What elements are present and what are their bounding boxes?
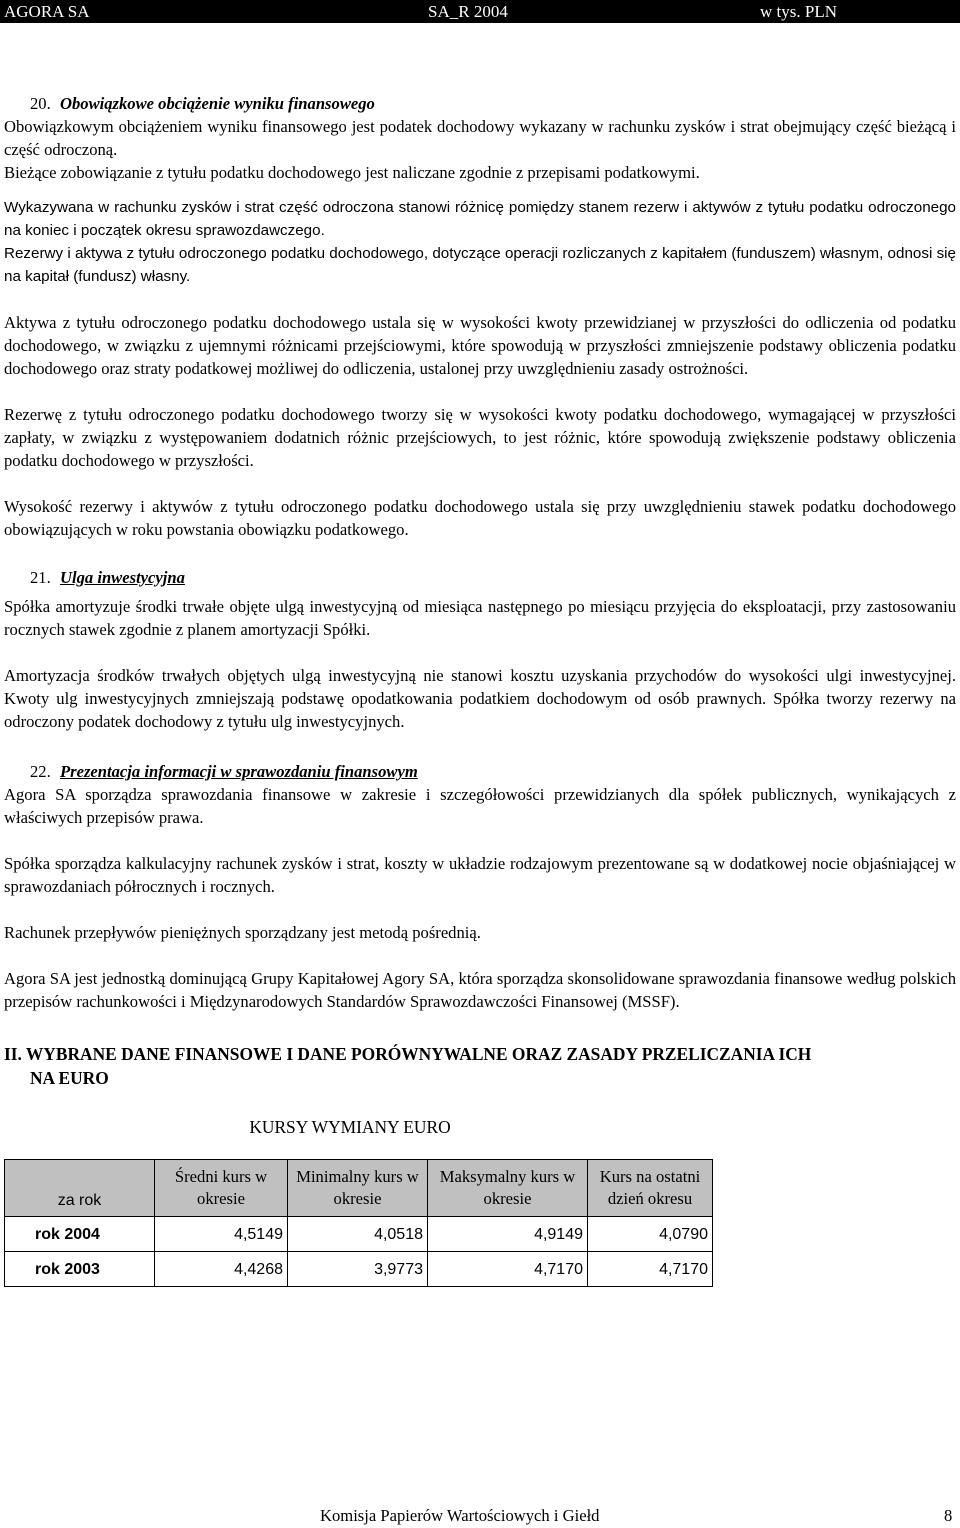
section-number: 22. bbox=[30, 762, 51, 781]
table-header-row bbox=[5, 1160, 713, 1217]
table-cell: 4,5149 bbox=[155, 1217, 288, 1252]
table-cell: 4,9149 bbox=[428, 1217, 588, 1252]
table-cell: 4,7170 bbox=[588, 1252, 713, 1287]
part-ii-heading-line2: NA EURO bbox=[30, 1068, 109, 1088]
paragraph: Wysokość rezerwy i aktywów z tytułu odroczonego podatku dochodowego ustala się przy uwzględnieniu stawek podatku dochodowego obowiązujących w roku powstania obowiązku podatkowego. bbox=[4, 497, 956, 539]
paragraph: Spółka amortyzuje środki trwałe objęte ulgą inwestycyjną od miesiąca następnego po miesiącu przyjęcia do eksploatacji, przy zastosowaniu rocznych stawek zgodnie z planem amortyzacji Spółki. bbox=[4, 597, 956, 639]
table-cell: 4,0790 bbox=[588, 1217, 713, 1252]
table-cell: 3,9773 bbox=[288, 1252, 428, 1287]
table-row bbox=[5, 1217, 713, 1252]
paragraph: Amortyzacja środków trwałych objętych ulgą inwestycyjną nie stanowi kosztu uzyskania przychodów do wysokości ulgi inwestycyjnej. Kwoty ulg inwestycyjnych zmniejszają podstawę opodatkowania podatkiem dochodowym od osób prawnych. Spółka tworzy rezerwy na odroczony podatek dochodowy z tytułu ulg inwestycyjnych. bbox=[4, 666, 956, 731]
column-header: za rok bbox=[5, 1160, 155, 1217]
column-header: Średni kurs w okresie bbox=[155, 1160, 288, 1217]
page-header-bar bbox=[0, 0, 960, 23]
section-number: 21. bbox=[30, 568, 51, 587]
section-22-heading bbox=[4, 760, 956, 783]
column-header: Kurs na ostatni dzień okresu bbox=[588, 1160, 713, 1217]
part-ii-heading bbox=[4, 1042, 956, 1090]
paragraph: Rezerwy i aktywa z tytułu odroczonego podatku dochodowego, dotyczące operacji rozliczanych z kapitałem (funduszem) własnym, odnosi się na kapitał (fundusz) własny. bbox=[4, 245, 956, 285]
section-title: Ulga inwestycyjna bbox=[60, 568, 185, 587]
table-cell: 4,7170 bbox=[428, 1252, 588, 1287]
header-unit: w tys. PLN bbox=[760, 2, 837, 21]
column-header: Minimalny kurs w okresie bbox=[288, 1160, 428, 1217]
part-ii-heading-line1: II. WYBRANE DANE FINANSOWE I DANE PORÓWNYWALNE ORAZ ZASADY PRZELICZANIA ICH bbox=[4, 1044, 812, 1064]
paragraph: Rezerwę z tytułu odroczonego podatku dochodowego tworzy się w wysokości kwoty podatku dochodowego, wymagającej w przyszłości zapłaty, w związku z występowaniem dodatnich różnic przejściowych, to jest różnic, które spowodują zwiększenie podstawy obliczenia podatku dochodowego w przyszłości. bbox=[4, 405, 956, 470]
footer-institution: Komisja Papierów Wartościowych i Giełd bbox=[320, 1506, 600, 1525]
page-number: 8 bbox=[944, 1506, 953, 1525]
section-20-heading bbox=[4, 92, 956, 115]
paragraph: Wykazywana w rachunku zysków i strat część odroczona stanowi różnicę pomiędzy stanem rezerw i aktywów z tytułu podatku odroczonego na koniec i początek okresu sprawozdawczego. bbox=[4, 199, 956, 239]
document-body bbox=[4, 92, 956, 1287]
column-header: Maksymalny kurs w okresie bbox=[428, 1160, 588, 1217]
header-report: SA_R 2004 bbox=[428, 2, 508, 21]
paragraph: Bieżące zobowiązanie z tytułu podatku dochodowego jest naliczane zgodnie z przepisami podatkowymi. bbox=[4, 163, 700, 182]
paragraph: Aktywa z tytułu odroczonego podatku dochodowego ustala się w wysokości kwoty przewidzianej w przyszłości do odliczenia od podatku dochodowego, w związku z ujemnymi różnicami przejściowymi, które spowodują w przyszłości zmniejszenie podstawy obliczenia podatku dochodowego oraz straty podatkowej możliwej do odliczenia, ustalonej przy uwzględnieniu zasady ostrożności. bbox=[4, 313, 956, 378]
paragraph: Agora SA sporządza sprawozdania finansowe w zakresie i szczegółowości przewidzianych dla spółek publicznych, wynikających z właściwych przepisów prawa. bbox=[4, 785, 956, 827]
paragraph: Spółka sporządza kalkulacyjny rachunek zysków i strat, koszty w układzie rodzajowym prezentowane są w dodatkowej nocie objaśniającej w sprawozdaniach półrocznych i rocznych. bbox=[4, 854, 956, 896]
exchange-rate-table bbox=[4, 1159, 713, 1287]
table-cell: rok 2003 bbox=[5, 1252, 155, 1287]
section-title: Obowiązkowe obciążenie wyniku finansowego bbox=[60, 94, 375, 113]
header-company: AGORA SA bbox=[4, 2, 90, 21]
section-21-heading bbox=[4, 566, 956, 589]
section-title: Prezentacja informacji w sprawozdaniu finansowym bbox=[60, 762, 418, 781]
paragraph: Rachunek przepływów pieniężnych sporządzany jest metodą pośrednią. bbox=[4, 923, 481, 942]
section-number: 20. bbox=[30, 94, 51, 113]
paragraph: Obowiązkowym obciążeniem wyniku finansowego jest podatek dochodowy wykazany w rachunku zysków i strat obejmujący część bieżącą i część odroczoną. bbox=[4, 117, 956, 159]
table-cell: 4,4268 bbox=[155, 1252, 288, 1287]
table-row bbox=[5, 1252, 713, 1287]
exchange-table-caption: KURSY WYMIANY EURO bbox=[249, 1117, 451, 1137]
table-cell: 4,0518 bbox=[288, 1217, 428, 1252]
paragraph: Agora SA jest jednostką dominującą Grupy Kapitałowej Agory SA, która sporządza skonsolidowane sprawozdania finansowe według polskich przepisów rachunkowości i Międzynarodowych Standardów Sprawozdawczości Finansowej (MSSF). bbox=[4, 969, 956, 1011]
table-cell: rok 2004 bbox=[5, 1217, 155, 1252]
